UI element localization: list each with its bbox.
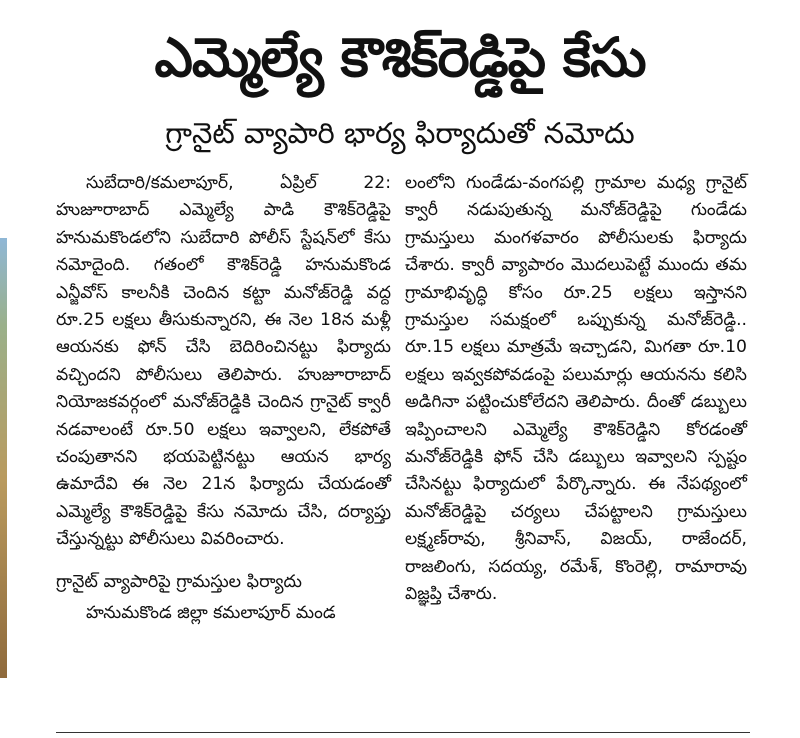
adjacent-photo-strip [0,238,7,678]
article-paragraph: లంలోని గుండేడు-వంగపల్లి గ్రామాల మధ్య గ్రానైట్ క్వారీ నడుపుతున్న మనోజ్‌రెడ్డిపై గుండేడు గ్రామస్తులు మంగళవారం పోలీసులకు ఫిర్యాదు చేశారు. క్వారీ వ్యాపారం మొదలుపెట్టే ముందు తమ గ్రామాభివృద్ధి కోసం రూ.25 లక్షలు ఇస్తానని గ్రామస్తుల సమక్షంలో ఒప్పుకున్న మనోజ్‌రెడ్డి.. రూ.15 లక్షలు మాత్రమే ఇచ్చాడని, మిగతా రూ.10 లక్షలు ఇవ్వకపోవడంపై పలుమార్లు ఆయనను కలిసి అడిగినా పట్టించుకోలేదని తెలిపారు. దీంతో డబ్బులు ఇప్పించాలని ఎమ్మెల్యే కౌశిక్‌రెడ్డిని కోరడంతో మనోజ్‌రెడ్డికి ఫోన్ చేసి డబ్బులు ఇవ్వాలని స్పష్టం చేసినట్టు ఫిర్యాదులో పేర్కొన్నారు. ఈ నేపథ్యంలో మనోజ్‌రెడ్డిపై చర్యలు చేపట్టాలని గ్రామస్తులు లక్ష్మణ్‌రావు, శ్రీనివాస్, విజయ్, రాజేందర్, రాజలింగు, సదయ్య, రమేశ్, కొంరెల్లి, రామారావు విజ్ఞప్తి చేశారు. [405,173,747,605]
article-column-left [56,170,391,627]
subheadline: గ్రానైట్ వ్యాపారి భార్య ఫిర్యాదుతో నమోదు [165,116,635,150]
bottom-divider [56,732,750,733]
article-paragraph: సుబేదారి/కమలాపూర్, ఏప్రిల్ 22: హుజూరాబాద్ ఎమ్మెల్యే పాడి కౌశిక్‌రెడ్డిపై హనుమకొండలోని సుబేదారి పోలీస్ స్టేషన్‌లో కేసు నమోదైంది. గతంలో కౌశిక్‌రెడ్డి హనుమకొండ ఎన్జీవోస్ కాలనీకి చెందిన కట్టా మనోజ్‌రెడ్డి వద్ద రూ.25 లక్షలు తీసుకున్నారని, ఈ నెల 18న మళ్లీ ఆయనకు ఫోన్ చేసి బెదిరించినట్టు ఫిర్యాదు వచ్చిందని పోలీసులు తెలిపారు. హుజూరాబాద్ నియోజకవర్గంలో మనోజ్‌రెడ్డికి చెందిన గ్రానైట్ క్వారీ నడవాలంటే రూ.50 లక్షలు ఇవ్వాలని, లేకపోతే చంపుతానని భయపెట్టినట్టు ఆయన భార్య ఉమాదేవి ఈ నెల 21న ఫిర్యాదు చేయడంతో ఎమ్మెల్యే కౌశిక్‌రెడ్డిపై కేసు నమోదు చేసి, దర్యాప్తు చేస్తున్నట్టు పోలీసులు వివరించారు. [56,173,391,550]
article-subheading: గ్రానైట్ వ్యాపారిపై గ్రామస్తుల ఫిర్యాదు [56,571,302,592]
headline: ఎమ్మెల్యే కౌశిక్‌రెడ్డిపై కేసు [154,26,646,89]
article-paragraph-continuation: హనుమకొండ జిల్లా కమలాపూర్ మండ [86,602,336,623]
article-column-right [405,170,747,609]
